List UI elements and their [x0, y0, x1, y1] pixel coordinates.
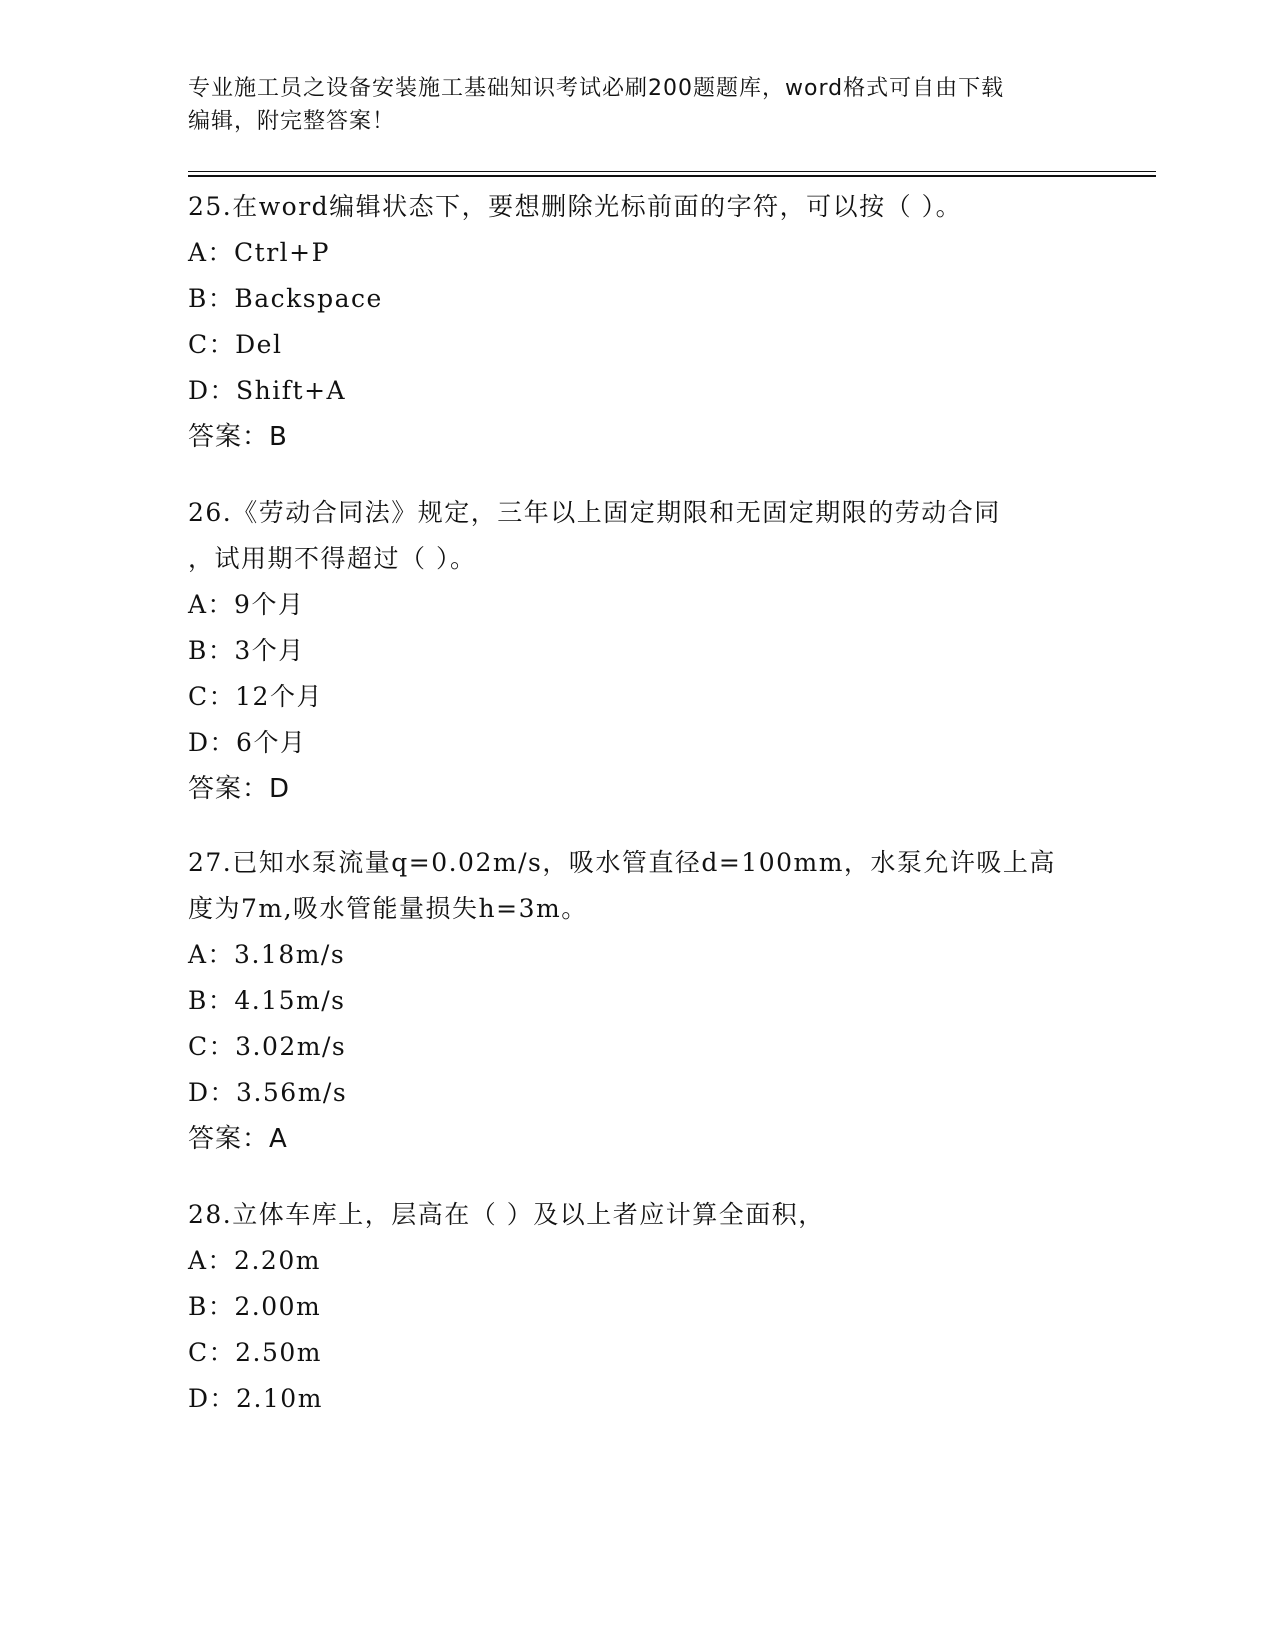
option-b: B：4.15m/s [188, 986, 346, 1015]
option-d: D：2.10m [188, 1384, 323, 1413]
option-c: C：2.50m [188, 1338, 322, 1367]
option-c: C：3.02m/s [188, 1032, 347, 1061]
option-a: A：Ctrl+P [188, 238, 330, 267]
option-c: C：Del [188, 330, 283, 359]
question-text: 28.立体车库上，层高在（ ）及以上者应计算全面积， [188, 1200, 825, 1229]
option-b: B：2.00m [188, 1292, 322, 1321]
question-25 [188, 184, 1088, 460]
question-text: 27.已知水泵流量q=0.02m/s，吸水管直径d=100mm，水泵允许吸上高 [188, 848, 1056, 877]
header-title-line-1: 专业施工员之设备安装施工基础知识考试必刷200题题库，word格式可自由下载 [188, 76, 1005, 101]
answer: 答案：B [188, 422, 288, 452]
question-text-continued: 度为7m,吸水管能量损失h=3m。 [188, 894, 588, 923]
option-b: B：Backspace [188, 284, 383, 313]
answer: 答案：A [188, 1124, 288, 1154]
option-b: B：3个月 [188, 636, 305, 665]
option-d: D：3.56m/s [188, 1078, 348, 1107]
answer: 答案：D [188, 774, 291, 804]
header-title-line-2: 编辑，附完整答案！ [188, 109, 396, 134]
question-text-continued: ，试用期不得超过（ ）。 [188, 544, 477, 573]
option-a: A：2.20m [188, 1246, 321, 1275]
option-a: A：9个月 [188, 590, 305, 619]
question-26 [188, 490, 1088, 812]
option-c: C：12个月 [188, 682, 323, 711]
question-text: 26.《劳动合同法》规定，三年以上固定期限和无固定期限的劳动合同 [188, 498, 1001, 527]
option-d: D：6个月 [188, 728, 307, 757]
header-divider-thin [188, 171, 1156, 172]
header-divider-thick [188, 175, 1156, 177]
document-header [188, 72, 1088, 138]
question-28 [188, 1192, 1088, 1422]
option-a: A：3.18m/s [188, 940, 346, 969]
option-d: D：Shift+A [188, 376, 347, 405]
question-27 [188, 840, 1088, 1162]
question-text: 25.在word编辑状态下，要想删除光标前面的字符，可以按（ ）。 [188, 192, 963, 221]
